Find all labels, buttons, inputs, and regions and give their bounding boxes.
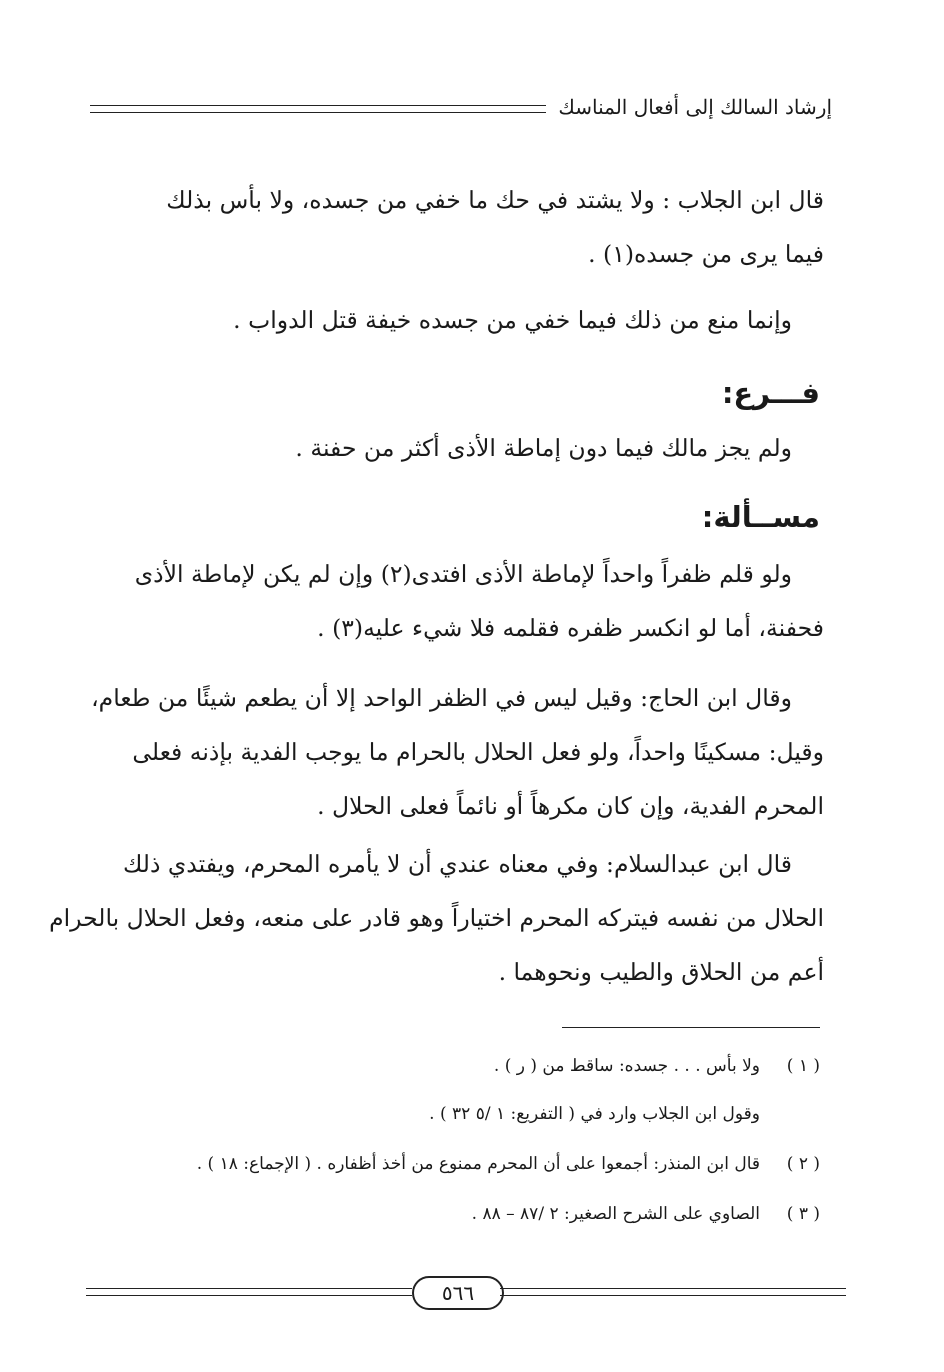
- paragraph: [92, 560, 824, 650]
- paragraph-line: وقال ابن الحاج: وقيل ليس في الظفر الواحد إلا أن يطعم شيئًا من طعام،: [91, 684, 792, 712]
- footnote-number: ( ٣ ): [786, 1204, 820, 1224]
- section-heading-far: فـــرع:: [721, 376, 820, 410]
- footnote-number: ( ٢ ): [786, 1154, 820, 1174]
- footer-rule-left: [86, 1288, 412, 1296]
- paragraph-line: قال ابن عبدالسلام: وفي معناه عندي أن لا يأمره المحرم، ويفتدي ذلك: [122, 850, 792, 878]
- footnote: [472, 1204, 820, 1224]
- paragraph-line: الحلال من نفسه فيتركه المحرم اختياراً وهو قادر على منعه، وفعل الحلال بالحرام: [49, 904, 824, 932]
- paragraph-line: المحرم الفدية، وإن كان مكرهاً أو نائماً فعلى الحلال .: [317, 792, 824, 820]
- running-header: [90, 92, 832, 122]
- paragraph-line: أعم من الحلاق والطيب ونحوهما .: [498, 958, 824, 986]
- paragraph-line: وإنما منع من ذلك فيما خفي من جسده خيفة قتل الدواب .: [233, 306, 792, 334]
- paragraph-line: ولو قلم ظفراً واحداً لإماطة الأذى افتدى(٢) وإن لم يكن لإماطة الأذى: [134, 560, 792, 588]
- footnote-text: قال ابن المنذر: أجمعوا على أن المحرم ممنوع من أخذ أظفاره . ( الإجماع: ١٨ ) .: [196, 1154, 760, 1174]
- footnote: [197, 1154, 820, 1174]
- footnote-text: الصاوي على الشرح الصغير: ٢ /٨٧ – ٨٨ .: [471, 1204, 760, 1224]
- footnote-number: ( ١ ): [786, 1056, 820, 1076]
- page-footer: [86, 1276, 846, 1310]
- paragraph: [92, 306, 824, 346]
- paragraph: [92, 684, 824, 824]
- page-number: ٥٦٦: [412, 1276, 504, 1310]
- paragraph-line: فيما يرى من جسده(١) .: [588, 240, 824, 268]
- footnote: [494, 1056, 820, 1076]
- paragraph: [92, 434, 824, 474]
- paragraph: [92, 186, 824, 276]
- section-heading-masala: مســألة:: [701, 500, 820, 534]
- footnote-text: ولا بأس . . . جسده: ساقط من ( ر ) .: [493, 1056, 760, 1076]
- footnote-separator: [562, 1027, 820, 1028]
- footnote-text: وقول ابن الجلاب وارد في ( التفريع: ١ /٥ ٣٢ ) .: [429, 1104, 760, 1124]
- paragraph: [49, 850, 824, 990]
- paragraph-line: وقيل: مسكينًا واحداً، ولو فعل الحلال بالحرام ما يوجب الفدية بإذنه فعلى: [132, 738, 824, 766]
- running-title: إرشاد السالك إلى أفعال المناسك: [558, 95, 832, 119]
- header-double-rule: [90, 105, 546, 113]
- paragraph-line: قال ابن الجلاب : ولا يشتد في حك ما خفي من جسده، ولا بأس بذلك: [166, 186, 824, 214]
- footer-rule-right: [500, 1288, 846, 1296]
- paragraph-line: ولم يجز مالك فيما دون إماطة الأذى أكثر من حفنة .: [295, 434, 792, 462]
- footnote: [429, 1104, 820, 1124]
- paragraph-line: فحفنة، أما لو انكسر ظفره فقلمه فلا شيء عليه(٣) .: [317, 614, 824, 642]
